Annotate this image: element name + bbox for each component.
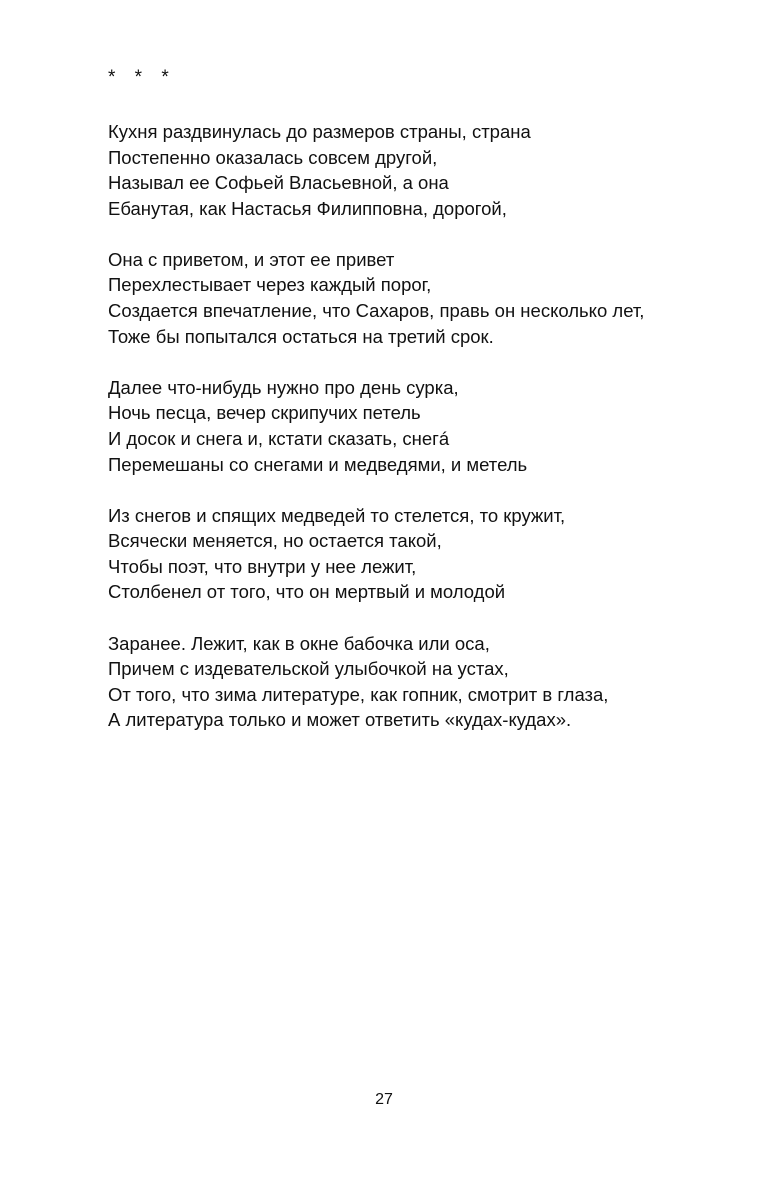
poem-line: Причем с издевательской улыбочкой на устах, [108, 658, 509, 680]
section-divider: * * * [108, 67, 169, 88]
poem-line: От того, что зима литературе, как гопник, смотрит в глаза, [108, 683, 609, 705]
poem-line: А литература только и может ответить «кудах-кудах». [108, 709, 572, 731]
stanza-2 [108, 247, 728, 349]
poem-line: Создается впечатление, что Сахаров, правь он несколько лет, [108, 300, 645, 322]
poem-line: Ебанутая, как Настасья Филипповна, дорогой, [108, 197, 507, 219]
poem-line: Перехлестывает через каждый порог, [108, 274, 432, 296]
poem-line: Она с приветом, и этот ее привет [108, 248, 395, 270]
poem-line: Из снегов и спящих медведей то стелется, то кружит, [108, 504, 566, 526]
poem-line: Постепенно оказалась совсем другой, [108, 146, 438, 168]
poem [108, 119, 728, 758]
poem-line: Кухня раздвинулась до размеров страны, страна [108, 121, 531, 142]
stanza-4 [108, 503, 728, 605]
poem-line: Столбенел от того, что он мертвый и молодой [108, 581, 506, 603]
poem-line: Всячески меняется, но остается такой, [108, 530, 442, 552]
page-number: 27 [375, 1091, 393, 1108]
stanza-3 [108, 375, 728, 477]
stanza-5 [108, 631, 728, 733]
stanza-1 [108, 119, 728, 221]
poem-line: Называл ее Софьей Власьевной, а она [108, 172, 449, 194]
poem-line: Ночь песца, вечер скрипучих петель [108, 402, 421, 424]
poem-line: И досок и снега и, кстати сказать, снегá [108, 427, 450, 449]
poem-line: Чтобы поэт, что внутри у нее лежит, [108, 555, 417, 577]
poem-line: Заранее. Лежит, как в окне бабочка или оса, [108, 632, 490, 654]
poem-line: Далее что-нибудь нужно про день сурка, [108, 376, 459, 398]
poem-line: Тоже бы попытался остаться на третий срок. [108, 325, 494, 347]
poem-line: Перемешаны со снегами и медведями, и метель [108, 453, 528, 475]
